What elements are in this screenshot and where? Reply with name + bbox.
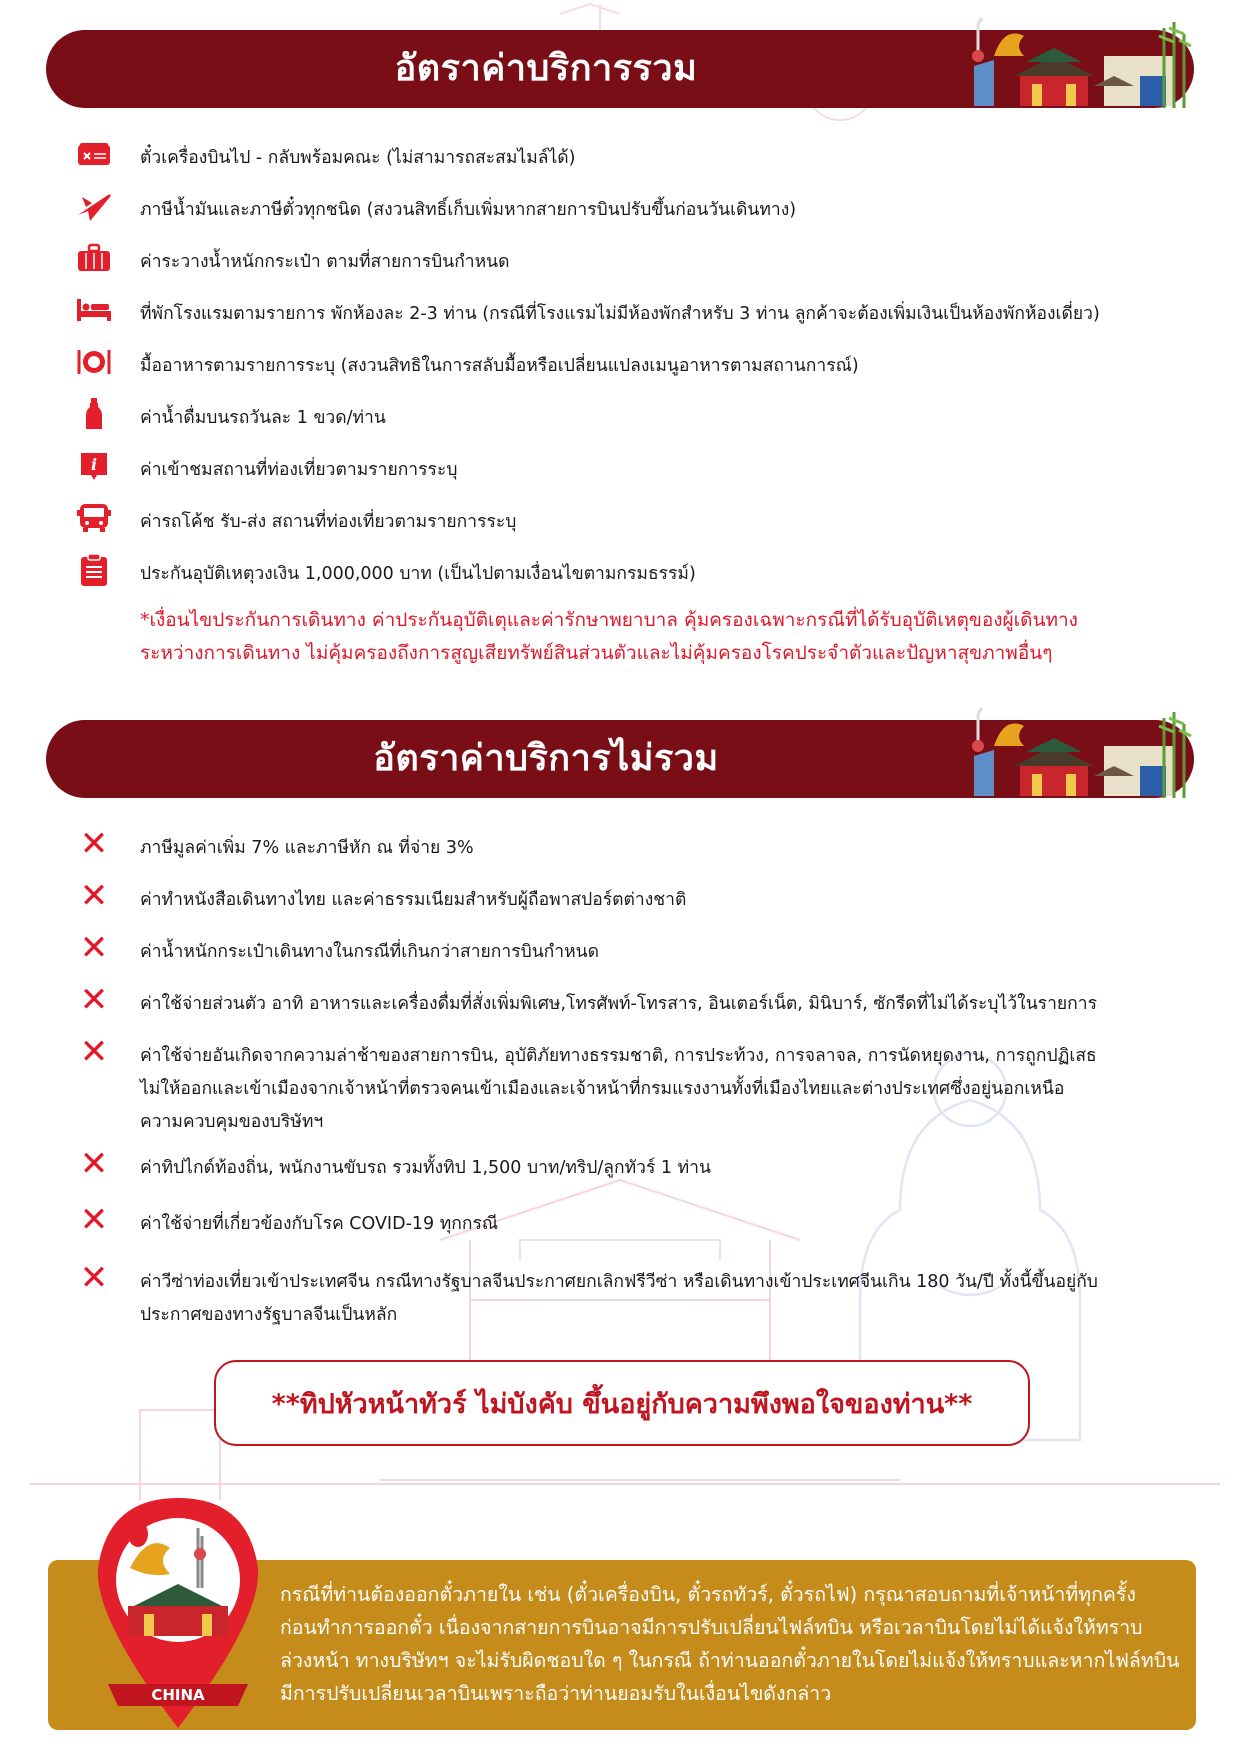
list-item-text: ค่าเข้าชมสถานที่ท่องเที่ยวตามรายการระบุ (140, 460, 458, 480)
ticket-icon (74, 136, 114, 172)
list-item-text: ค่าน้ำดื่มบนรถวันละ 1 ขวด/ท่าน (140, 408, 386, 428)
ticket-notice-text (280, 1578, 1180, 1710)
list-item-text: ค่าทิปไกด์ท้องถิ่น, พนักงานขับรถ รวมทั้งทิป 1,500 บาท/ทริป/ลูกทัวร์ 1 ท่าน (140, 1158, 711, 1178)
luggage-icon (74, 240, 114, 276)
x-mark-icon: ✕ (79, 1144, 109, 1184)
ticket-notice-line: กรณีที่ท่านต้องออกตั๋วภายใน เช่น (ตั๋วเครื่องบิน, ตั๋วรถทัวร์, ตั๋วรถไฟ) กรุณาสอบถามที่เจ้าหน้าที่ทุกครั้ง (280, 1583, 1136, 1606)
list-item-text: ค่าใช้จ่ายที่เกี่ยวข้องกับโรค COVID-19 ทุกกรณี (140, 1214, 499, 1234)
list-item-text: ภาษีน้ำมันและภาษีตั๋วทุกชนิด (สงวนสิทธิ์เก็บเพิ่มหากสายการบินปรับขึ้นก่อนวันเดินทาง) (140, 200, 797, 220)
excluded-banner (46, 720, 1194, 798)
excluded-title: อัตราค่าบริการไม่รวม (373, 738, 719, 779)
list-item-text: ตั๋วเครื่องบินไป - กลับพร้อมคณะ (ไม่สามารถสะสมไมล์ได้) (140, 148, 576, 168)
info-icon (74, 448, 114, 484)
list-item-text: มื้ออาหารตามรายการระบุ (สงวนสิทธิในการสลับมื้อหรือเปลี่ยนแปลงเมนูอาหารตามสถานการณ์) (140, 356, 859, 376)
bed-icon (74, 292, 114, 328)
x-mark-icon: ✕ (79, 824, 109, 864)
tip-notice-text: **ทิปหัวหน้าทัวร์ ไม่บังคับ ขึ้นอยู่กับความพึงพอใจของท่าน** (271, 1388, 973, 1420)
water-bottle-icon (74, 396, 114, 432)
list-item-text: ค่าใช้จ่ายส่วนตัว อาทิ อาหารและเครื่องดื่มที่สั่งเพิ่มพิเศษ,โทรศัพท์-โทรสาร, อินเตอร์เน็ต, มินิบาร์, ซักรีดที่ไม่ได้ระบุไว้ในรายการ (140, 994, 1097, 1014)
insurance-note-line: *เงื่อนไขประกันการเดินทาง ค่าประกันอุบัติเตุและค่ารักษาพยาบาล คุ้มครองเฉพาะกรณีที่ได้รับอุบัติเหตุของผู้เดินทาง (140, 609, 1078, 631)
x-mark-icon: ✕ (79, 1032, 109, 1072)
china-badge-label: CHINA (151, 1686, 205, 1704)
list-item-text: ค่าระวางน้ำหนักกระเป๋า ตามที่สายการบินกำหนด (140, 252, 510, 272)
list-item-text: ที่พักโรงแรมตามรายการ พักห้องละ 2-3 ท่าน (กรณีที่โรงแรมไม่มีห้องพักสำหรับ 3 ท่าน ลูกค้าจะต้องเพิ่มเงินเป็นห้องพักห้องเดี่ยว) (140, 304, 1100, 324)
included-banner (46, 30, 1194, 108)
list-item-text: ประกันอุบัติเหตุวงเงิน 1,000,000 บาท (เป็นไปตามเงื่อนไขตามกรมธรรม์) (140, 564, 696, 584)
list-item-text: ภาษีมูลค่าเพิ่ม 7% และภาษีหัก ณ ที่จ่าย 3% (140, 838, 474, 858)
list-item-text: ค่าน้ำหนักกระเป๋าเดินทางในกรณีที่เกินกว่าสายการบินกำหนด (140, 942, 599, 962)
list-item-text: ค่าวีซ่าท่องเที่ยวเข้าประเทศจีน กรณีทางรัฐบาลจีนประกาศยกเลิกฟรีวีซ่า หรือเดินทางเข้าประเทศจีนเกิน 180 วัน/ปี ทั้งนี้ขึ้นอยู่กับ ประกาศของทางรัฐบาลจีนเป็นหลัก (140, 1272, 1098, 1325)
x-mark-icon: ✕ (79, 1200, 109, 1240)
china-landmarks-illustration (954, 706, 1194, 802)
ticket-notice-line: ก่อนทำการออกตั๋ว เนื่องจากสายการบินอาจมีการปรับเปลี่ยนไฟล์ทบิน หรือเวลาบินโดยไม่ได้แจ้งให้ทราบ (280, 1616, 1143, 1639)
x-mark-icon: ✕ (79, 1258, 109, 1298)
ticket-notice-line: มีการปรับเปลี่ยนเวลาบินเพราะถือว่าท่านยอมรับในเงื่อนไขดังกล่าว (280, 1682, 832, 1705)
svg-text:i: i (90, 455, 98, 474)
x-mark-icon: ✕ (79, 980, 109, 1020)
insurance-note-line: ระหว่างการเดินทาง ไม่คุ้มครองถึงการสูญเสียทรัพย์สินส่วนตัวและไม่คุ้มครองโรคประจำตัวและปัญหาสุขภาพอื่นๆ (140, 642, 1053, 664)
bus-icon (74, 500, 114, 536)
x-mark-icon: ✕ (79, 928, 109, 968)
china-location-pin-badge (88, 1488, 268, 1738)
china-landmarks-illustration (954, 16, 1194, 112)
included-title: อัตราค่าบริการรวม (394, 48, 698, 89)
list-item-text: ค่าใช้จ่ายอันเกิดจากความล่าช้าของสายการบิน, อุบัติภัยทางธรรมชาติ, การประท้วง, การจลาจล, การนัดหยุดงาน, การถูกปฏิเสธ ไม่ให้ออกและเข้าเมืองจากเจ้าหน้าที่ตรวจคนเข้าเมืองและเจ้าหน้าที่กรมแรงงานทั้งที่เมืองไทยและต่างประเทศซึ่งอยู่นอกเหนือ ความควบคุมของบริษัทฯ (140, 1046, 1097, 1132)
x-mark-icon: ✕ (79, 876, 109, 916)
ticket-notice-line: ล่วงหน้า ทางบริษัทฯ จะไม่รับผิดชอบใด ๆ ในกรณี ถ้าท่านออกตั๋วภายในโดยไม่แจ้งให้ทราบและหากไฟล์ทบิน (280, 1649, 1180, 1672)
dining-icon (74, 344, 114, 380)
clipboard-icon (74, 552, 114, 588)
insurance-note (140, 604, 1140, 670)
airplane-icon (74, 188, 114, 224)
tip-notice-box (214, 1360, 1030, 1446)
list-item-text: ค่ารถโค้ช รับ-ส่ง สถานที่ท่องเที่ยวตามรายการระบุ (140, 512, 517, 532)
list-item-text: ค่าทำหนังสือเดินทางไทย และค่าธรรมเนียมสำหรับผู้ถือพาสปอร์ตต่างชาติ (140, 890, 687, 910)
